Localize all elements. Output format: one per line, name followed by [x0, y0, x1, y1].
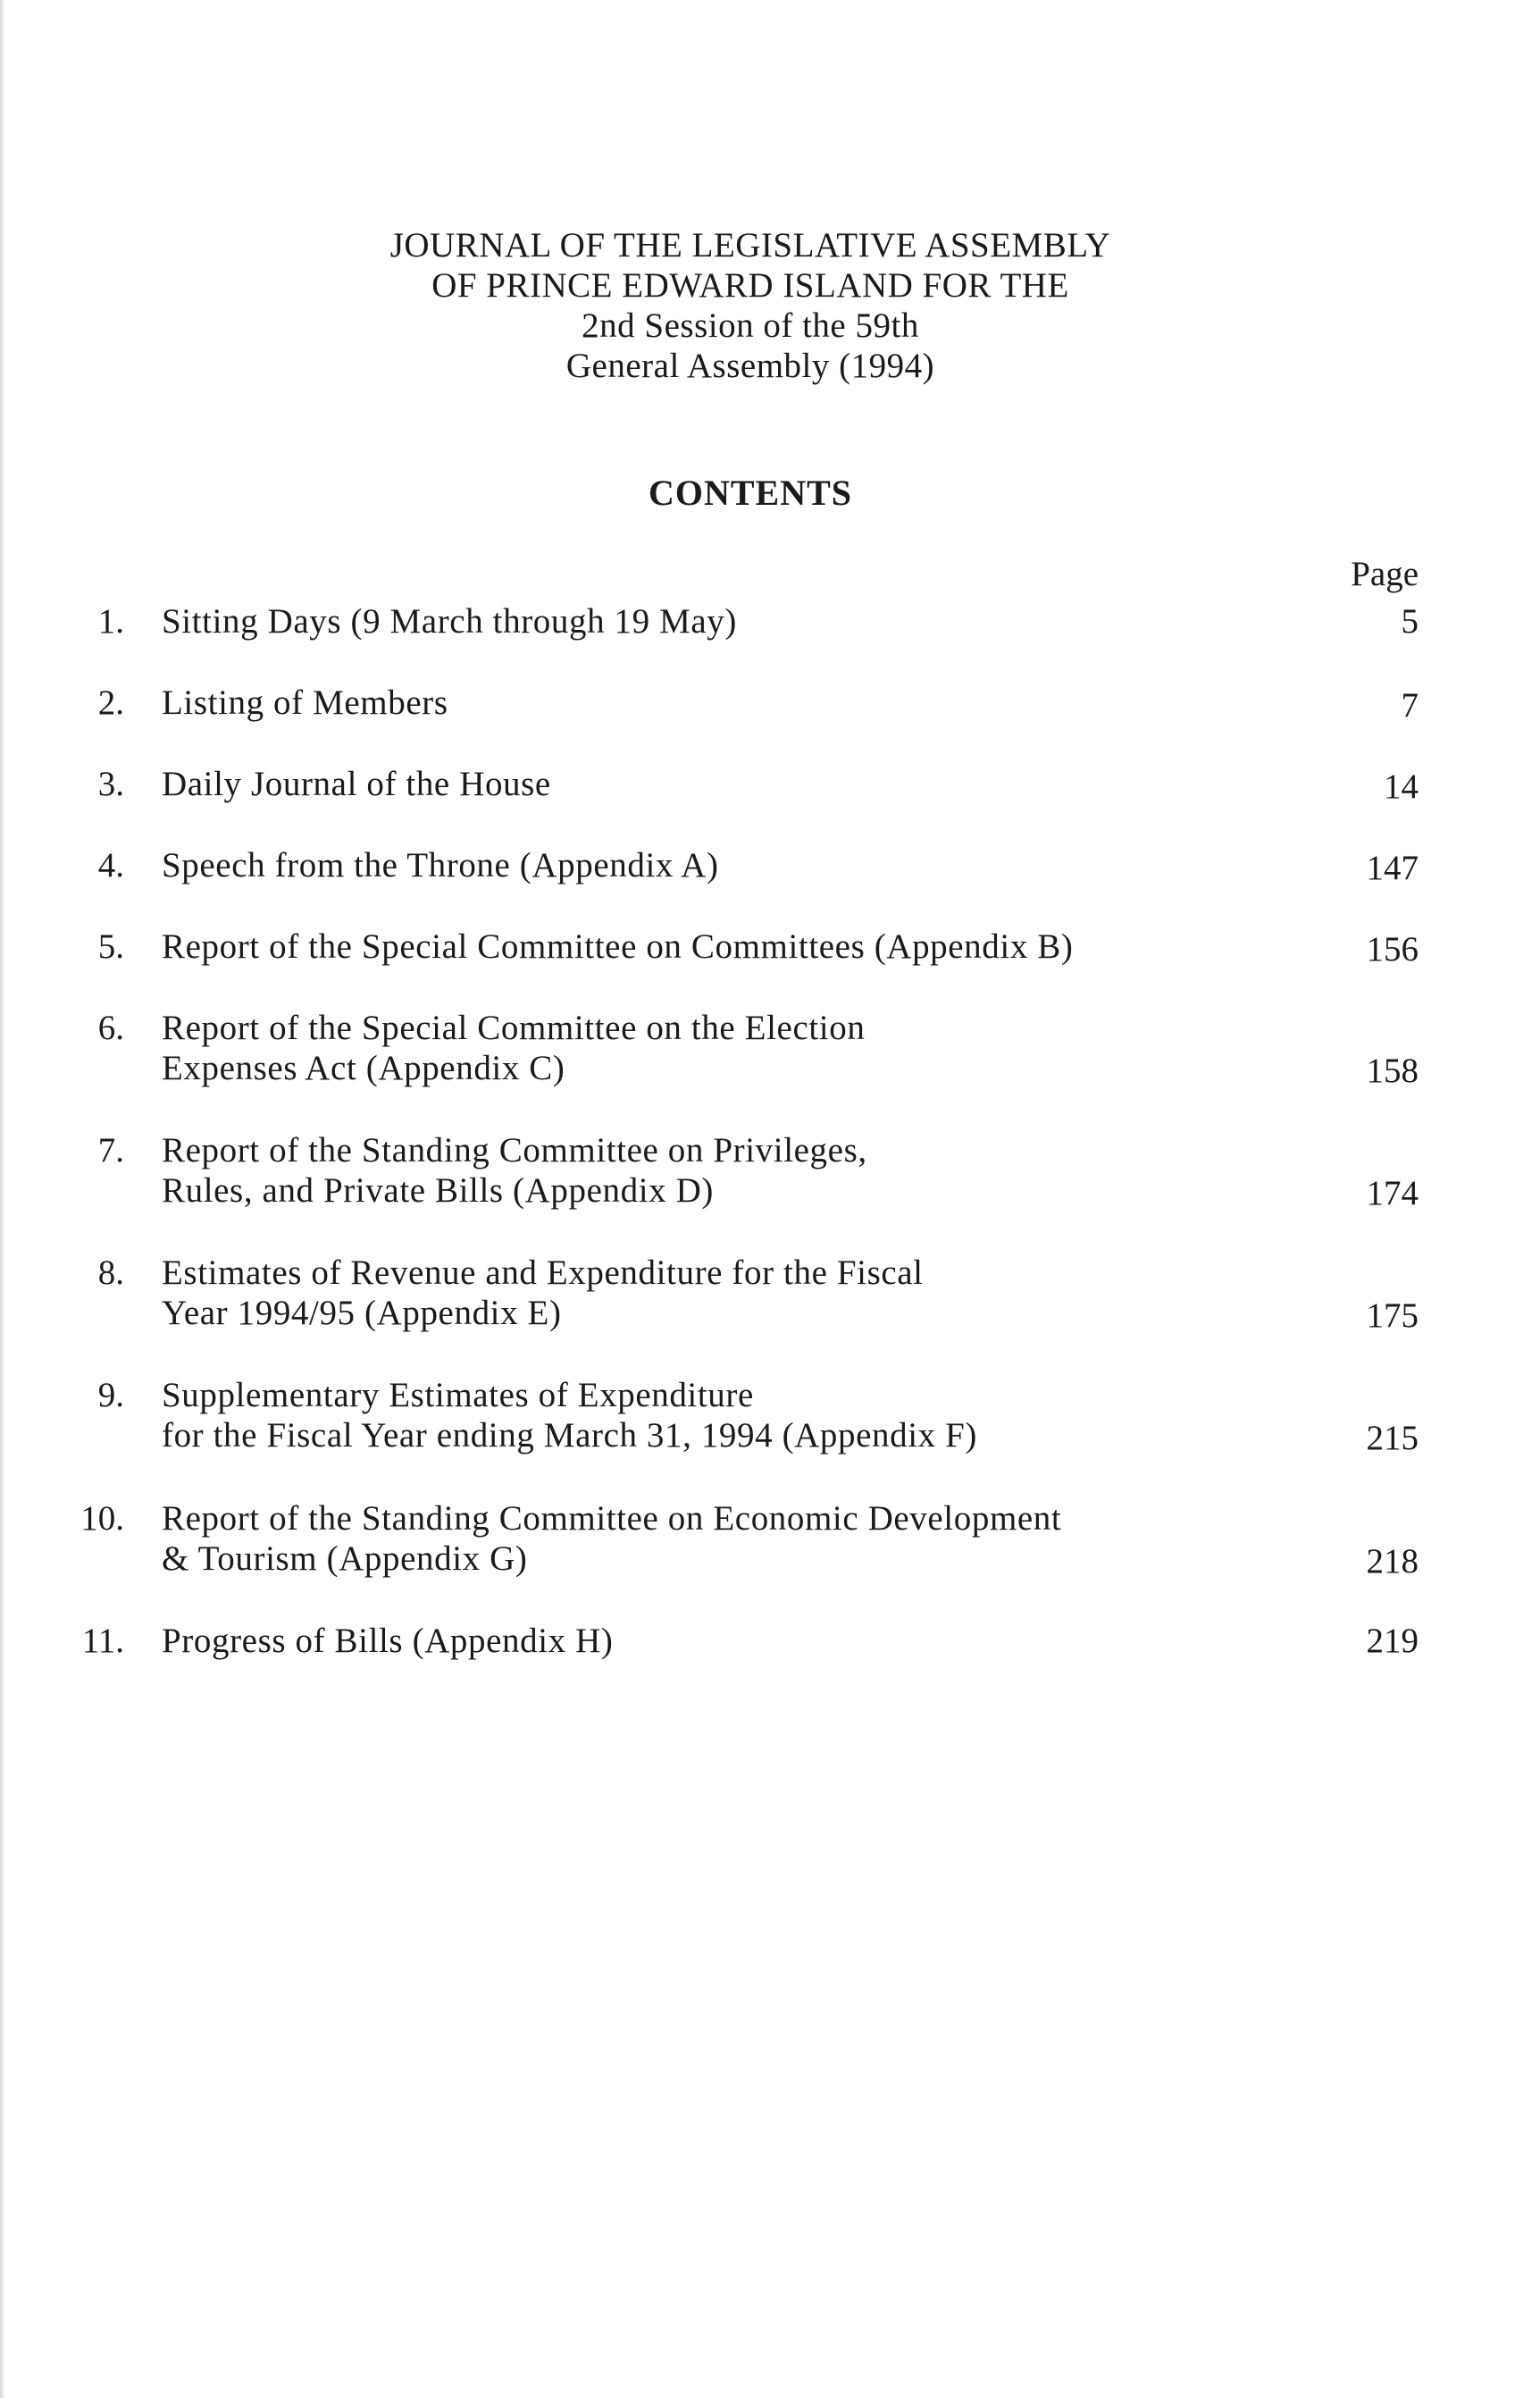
toc-item-page: 174	[1366, 1174, 1419, 1212]
toc-item-line: Report of the Standing Committee on Economic Development	[162, 1499, 1062, 1538]
toc-item-line: Daily Journal of the House	[162, 765, 551, 803]
toc-item-number: 7.	[97, 1131, 124, 1170]
toc-item-title	[162, 926, 1269, 967]
toc-item-title	[162, 845, 1269, 885]
contents-heading: CONTENTS	[648, 473, 853, 513]
toc-item-line: Listing of Members	[162, 683, 448, 722]
page-column-heading: Page	[1351, 555, 1419, 593]
toc-item-number: 3.	[97, 765, 124, 803]
toc-item-number: 8.	[97, 1254, 124, 1292]
title-line-3: 2nd Session of the 59th	[582, 306, 919, 345]
title-line-1: JOURNAL OF THE LEGISLATIVE ASSEMBLY	[389, 226, 1111, 264]
toc-item-line: Sitting Days (9 March through 19 May)	[162, 602, 737, 641]
title-line-2: OF PRINCE EDWARD ISLAND FOR THE	[431, 266, 1069, 305]
toc-item-line: Year 1994/95 (Appendix E)	[162, 1294, 562, 1332]
toc-item-title	[162, 1130, 1269, 1211]
toc-item-line: & Tourism (Appendix G)	[162, 1539, 528, 1578]
toc-item-title	[162, 1253, 1269, 1333]
toc-item-line: Rules, and Private Bills (Appendix D)	[162, 1171, 714, 1210]
toc-item-number: 6.	[97, 1009, 124, 1047]
toc-item-page: 7	[1401, 686, 1419, 725]
toc-item-page: 158	[1366, 1052, 1419, 1090]
toc-item-line: Progress of Bills (Appendix H)	[162, 1622, 614, 1660]
toc-item-page: 219	[1366, 1622, 1419, 1660]
toc-item-title	[162, 1008, 1269, 1088]
toc-item-line: for the Fiscal Year ending March 31, 1994 (Appendix F)	[162, 1416, 978, 1455]
toc-item-title	[162, 764, 1269, 804]
toc-item-line: Report of the Special Committee on Committees (Appendix B)	[162, 927, 1074, 966]
toc-item-number: 4.	[97, 846, 124, 885]
toc-item-number: 2.	[97, 683, 124, 722]
toc-item-number: 11.	[81, 1622, 124, 1660]
toc-item-line: Report of the Special Committee on the Election	[162, 1009, 866, 1047]
toc-item-page: 5	[1401, 602, 1419, 641]
toc-item-number: 5.	[97, 927, 124, 966]
toc-item-line: Estimates of Revenue and Expenditure for the Fiscal	[162, 1254, 924, 1292]
toc-item-title	[162, 1498, 1269, 1579]
toc-item-title	[162, 1621, 1269, 1661]
toc-item-line: Report of the Standing Committee on Privileges,	[162, 1131, 867, 1170]
toc-item-page: 147	[1366, 849, 1419, 887]
toc-item-number: 9.	[97, 1376, 124, 1414]
toc-item-number: 10.	[80, 1499, 124, 1538]
toc-item-title	[162, 601, 1269, 641]
toc-item-line: Speech from the Throne (Appendix A)	[162, 846, 719, 885]
journal-title	[0, 225, 1501, 386]
toc-item-line: Expenses Act (Appendix C)	[162, 1049, 565, 1087]
toc-item-title	[162, 683, 1269, 723]
title-line-4: General Assembly (1994)	[565, 347, 935, 385]
toc-item-page: 175	[1366, 1296, 1419, 1335]
toc-item-page: 14	[1384, 767, 1419, 806]
toc-item-page: 215	[1366, 1419, 1419, 1457]
toc-item-number: 1.	[97, 602, 124, 641]
toc-item-title	[162, 1375, 1269, 1455]
toc-item-line: Supplementary Estimates of Expenditure	[162, 1376, 754, 1414]
toc-item-page: 156	[1366, 930, 1419, 968]
toc-item-page: 218	[1366, 1542, 1419, 1580]
